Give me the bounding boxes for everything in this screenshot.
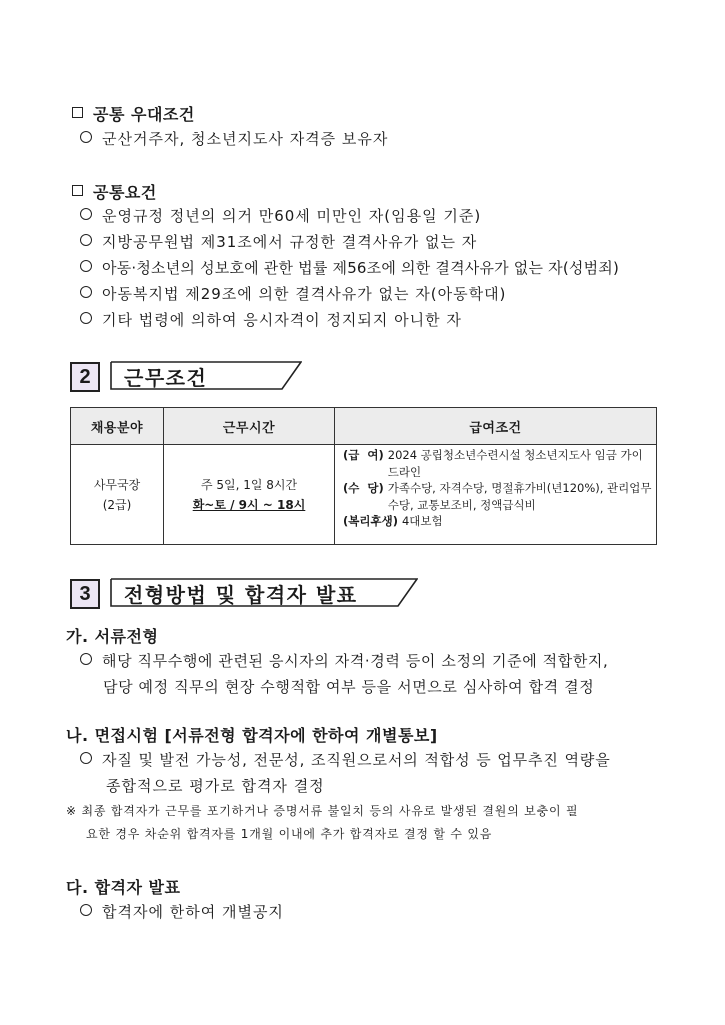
interview-item-cont: 종합적으로 평가로 합격자 결정 bbox=[106, 777, 325, 795]
interview-heading: 나. 면접시험 [서류전형 합격자에 한하여 개별통보] bbox=[66, 726, 438, 745]
work-conditions-table bbox=[70, 407, 657, 545]
table-row bbox=[71, 445, 657, 545]
circle-bullet-icon bbox=[80, 312, 92, 324]
preferential-heading-text: 공통 우대조건 bbox=[93, 105, 195, 124]
circle-bullet-icon bbox=[80, 286, 92, 298]
requirement-item bbox=[80, 205, 481, 226]
document-screening-heading: 가. 서류전형 bbox=[66, 627, 159, 646]
note-text: 최종 합격자가 근무를 포기하거나 증명서류 불일치 등의 사유로 발생된 결원의 보충이 필 bbox=[81, 804, 579, 818]
hours-schedule: 화~토 / 9시 ~ 18시 bbox=[192, 497, 306, 512]
pay-label: (수 당) bbox=[343, 481, 384, 495]
announcement-heading: 다. 합격자 발표 bbox=[66, 878, 181, 897]
position-name: 사무국장 bbox=[93, 477, 141, 492]
circle-bullet-icon bbox=[80, 260, 92, 272]
requirement-text: 운영규정 정년의 의거 만60세 미만인 자(임용일 기준) bbox=[102, 207, 482, 225]
requirement-item bbox=[80, 283, 506, 304]
pay-line-allowance bbox=[343, 480, 652, 513]
circle-bullet-icon bbox=[80, 653, 92, 665]
requirement-text: 아동복지법 제29조에 의한 결격사유가 없는 자(아동학대) bbox=[102, 285, 507, 303]
pay-label: (복리후생) bbox=[343, 514, 398, 528]
section-2-title: 근무조건 bbox=[124, 366, 208, 390]
reference-mark-icon: ※ bbox=[66, 804, 77, 818]
column-header-position: 채용분야 bbox=[71, 408, 164, 445]
pay-text: 2024 공립청소년수련시설 청소년지도사 임금 가이드라인 bbox=[387, 448, 643, 479]
section-2-title-box bbox=[110, 361, 302, 389]
position-grade: (2급) bbox=[102, 497, 132, 512]
interview-text: 자질 및 발전 가능성, 전문성, 조직원으로서의 적합성 등 업무추진 역량을 bbox=[102, 751, 611, 769]
announcement-item bbox=[80, 901, 284, 922]
requirement-text: 아동·청소년의 성보호에 관한 법률 제56조에 의한 결격사유가 없는 자(성범죄) bbox=[102, 259, 620, 277]
common-requirements-heading-text: 공통요건 bbox=[93, 183, 157, 202]
pay-line-salary bbox=[343, 447, 652, 480]
common-requirements-heading bbox=[72, 180, 157, 203]
requirement-text: 기타 법령에 의하여 응시자격이 정지되지 아니한 자 bbox=[102, 311, 462, 329]
table-header-row bbox=[71, 408, 657, 445]
circle-bullet-icon bbox=[80, 752, 92, 764]
preferential-heading bbox=[72, 102, 195, 125]
interview-note-cont: 요한 경우 차순위 합격자를 1개월 이내에 추가 합격자로 결정 할 수 있음 bbox=[86, 827, 493, 841]
square-bullet-icon bbox=[72, 185, 83, 196]
column-header-pay: 급여조건 bbox=[335, 408, 657, 445]
section-3-title: 전형방법 및 합격자 발표 bbox=[124, 583, 358, 607]
pay-text: 가족수당, 자격수당, 명절휴가비(년120%), 관리업무수당, 교통보조비, 정액급식비 bbox=[387, 481, 652, 512]
hours-cell bbox=[164, 445, 335, 545]
section-3-number: 3 bbox=[70, 579, 100, 609]
document-screening-item bbox=[80, 650, 608, 671]
square-bullet-icon bbox=[72, 107, 83, 118]
requirement-item bbox=[80, 257, 619, 278]
circle-bullet-icon bbox=[80, 234, 92, 246]
pay-text: 4대보험 bbox=[401, 514, 443, 528]
document-screening-item-cont: 담당 예정 직무의 현장 수행적합 여부 등을 서면으로 심사하여 합격 결정 bbox=[103, 678, 595, 696]
requirement-text: 지방공무원법 제31조에서 규정한 결격사유가 없는 자 bbox=[102, 233, 478, 251]
interview-item bbox=[80, 749, 611, 770]
requirement-item bbox=[80, 231, 477, 252]
position-cell bbox=[71, 445, 164, 545]
pay-cell bbox=[335, 445, 657, 545]
circle-bullet-icon bbox=[80, 208, 92, 220]
section-3-title-box bbox=[110, 578, 418, 606]
pay-label: (급 여) bbox=[343, 448, 384, 462]
pay-line-welfare bbox=[343, 513, 652, 530]
circle-bullet-icon bbox=[80, 904, 92, 916]
preferential-item bbox=[80, 128, 388, 149]
hours-summary: 주 5일, 1일 8시간 bbox=[200, 477, 298, 492]
section-2-number: 2 bbox=[70, 362, 100, 392]
column-header-hours: 근무시간 bbox=[164, 408, 335, 445]
interview-note bbox=[66, 802, 578, 819]
circle-bullet-icon bbox=[80, 131, 92, 143]
requirement-item bbox=[80, 309, 462, 330]
preferential-item-text: 군산거주자, 청소년지도사 자격증 보유자 bbox=[102, 130, 389, 148]
screening-text: 해당 직무수행에 관련된 응시자의 자격·경력 등이 소정의 기준에 적합한지, bbox=[102, 652, 609, 670]
announcement-text: 합격자에 한하여 개별공지 bbox=[102, 903, 284, 921]
